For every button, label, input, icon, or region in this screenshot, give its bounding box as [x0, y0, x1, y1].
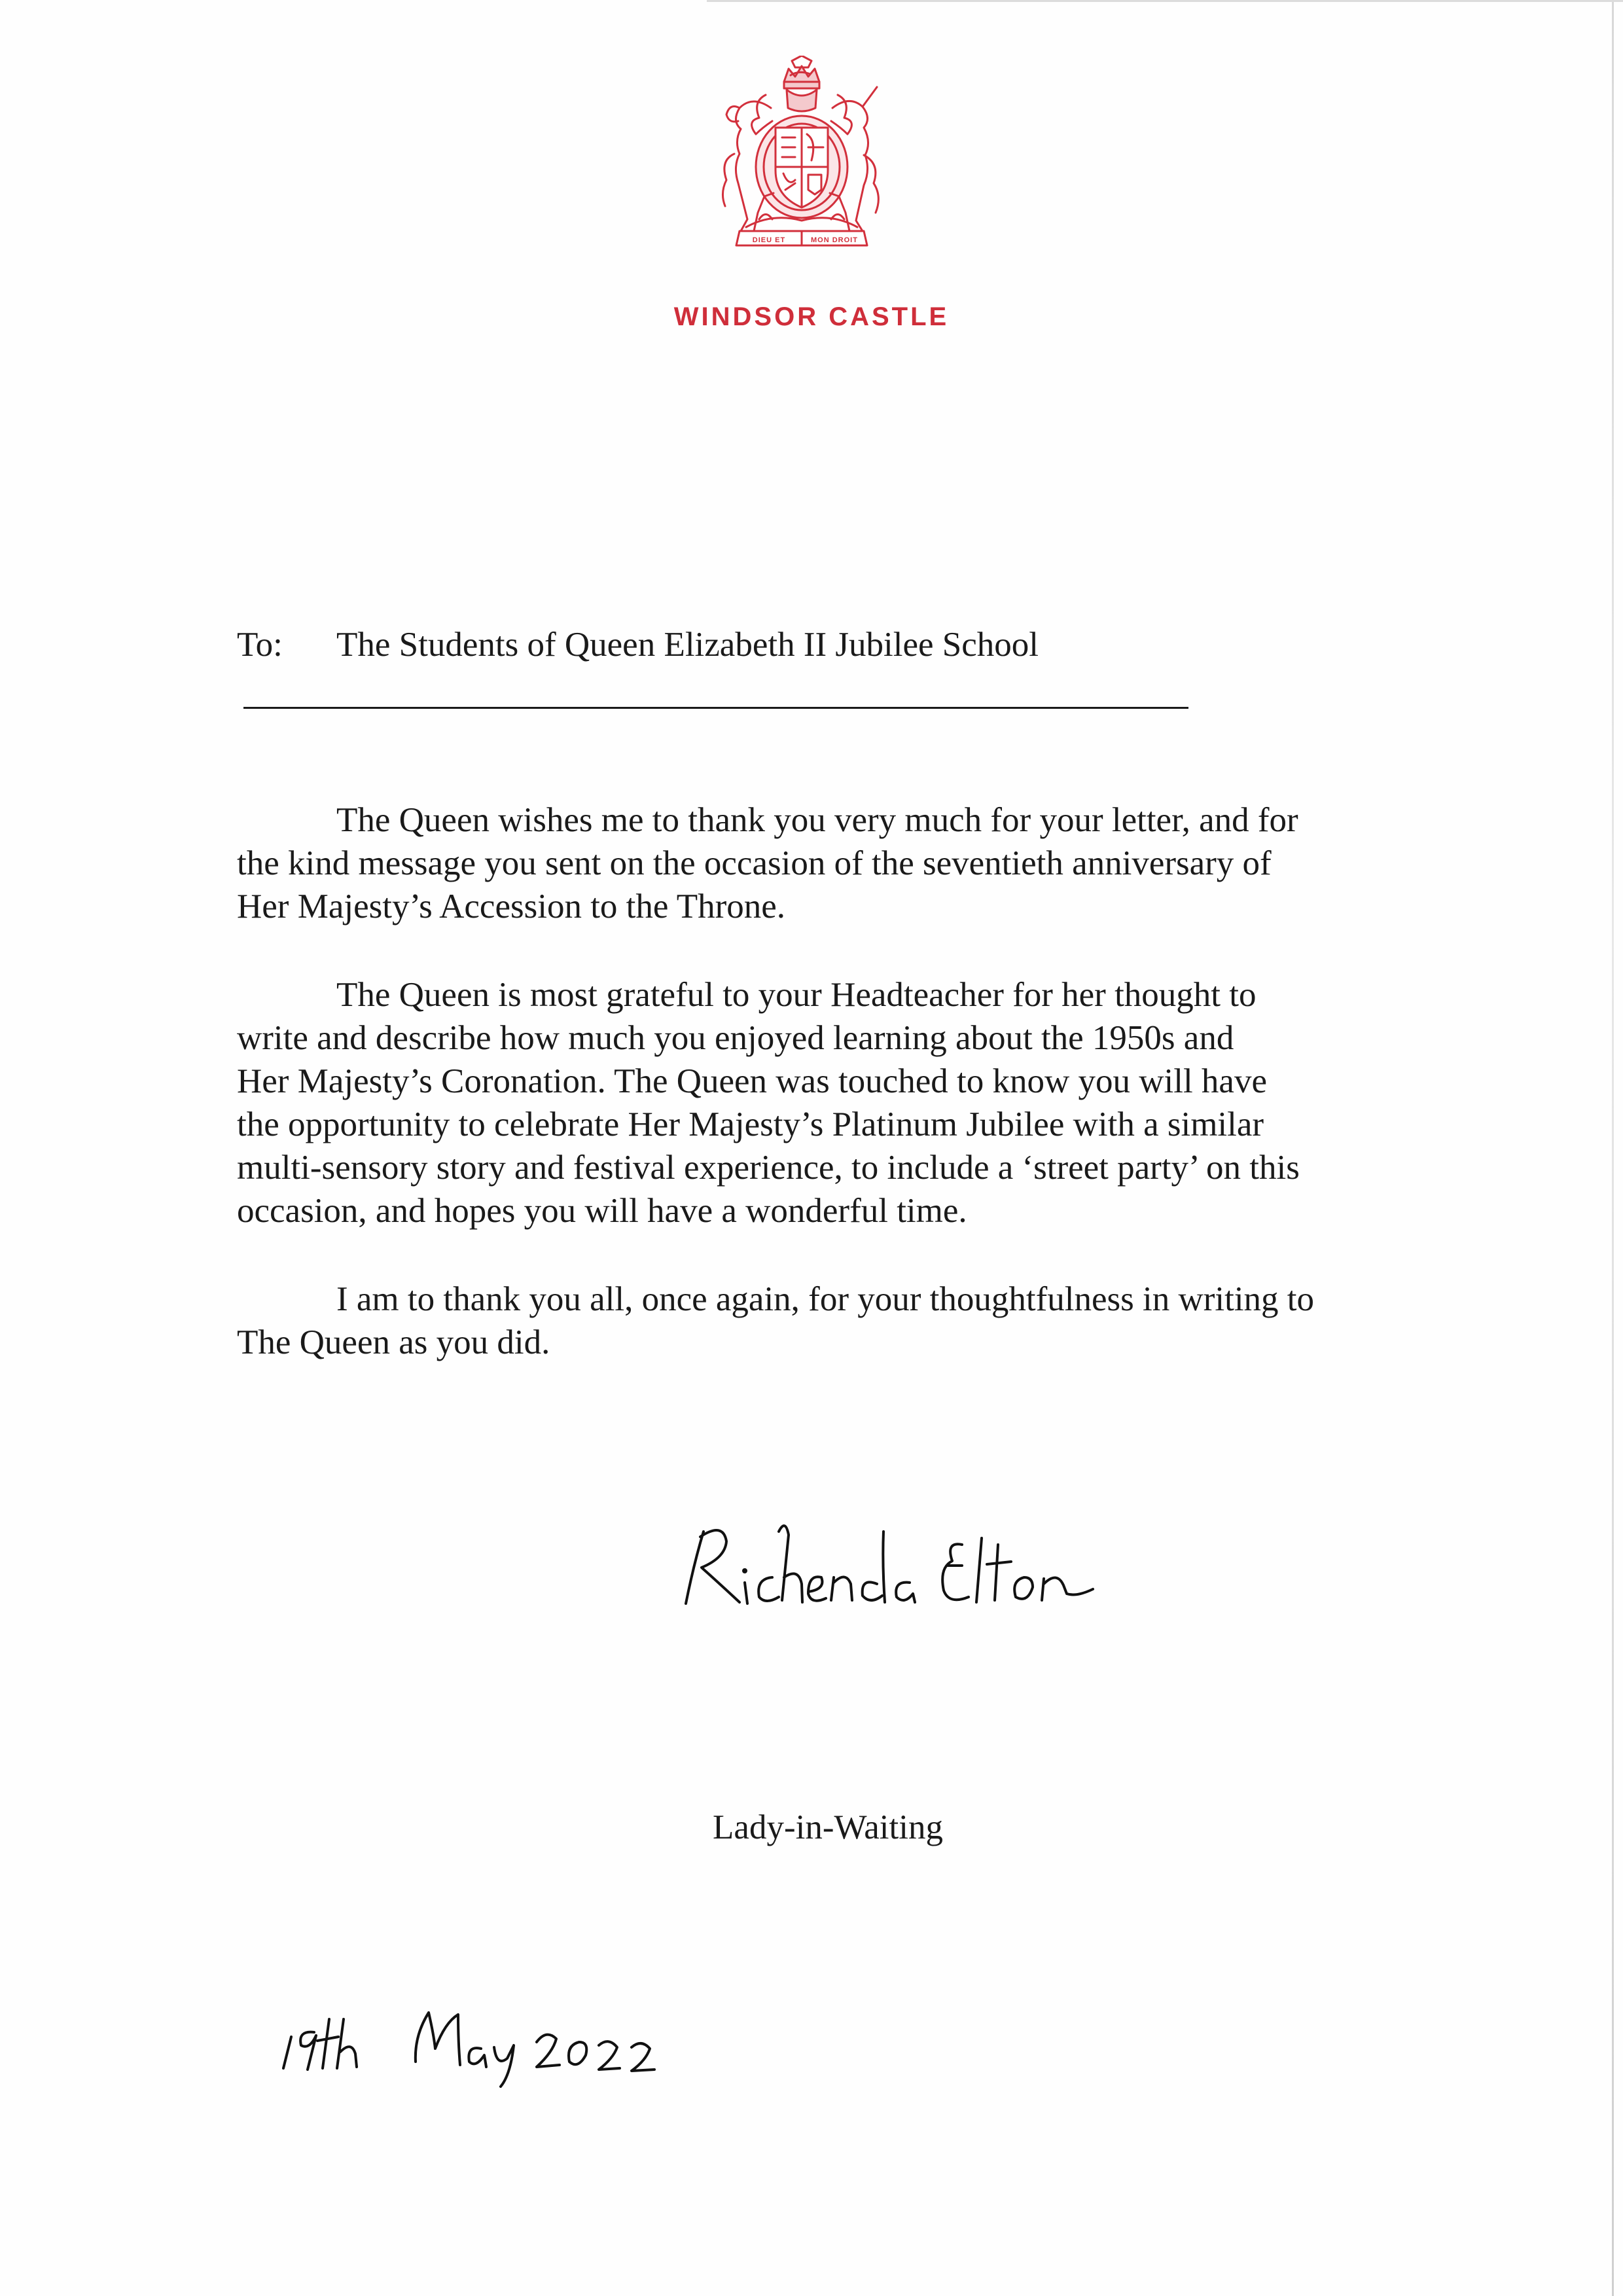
body-line: The Queen is most grateful to your Headteacher for her thought to	[336, 976, 1257, 1014]
body-line: the kind message you sent on the occasion of the seventieth anniversary of	[237, 844, 1272, 882]
letterhead-address: WINDSOR CASTLE	[673, 302, 950, 331]
letter-body	[237, 798, 1435, 1409]
royal-coat-of-arms-icon	[700, 56, 903, 252]
svg-text:DIEU ET: DIEU ET	[752, 236, 786, 244]
recipient-line	[237, 625, 1039, 664]
recipient-label: To:	[237, 626, 283, 664]
body-paragraph	[237, 1278, 1435, 1364]
body-line: multi-sensory story and festival experience, to include a ‘street party’ on this	[237, 1149, 1300, 1187]
body-line: Her Majesty’s Accession to the Throne.	[237, 888, 786, 925]
body-line: write and describe how much you enjoyed learning about the 1950s and	[237, 1019, 1234, 1057]
handwritten-date	[278, 1990, 671, 2088]
body-line: Her Majesty’s Coronation. The Queen was touched to know you will have	[237, 1062, 1267, 1100]
handwritten-signature	[674, 1505, 1119, 1623]
body-paragraph	[237, 798, 1435, 928]
body-line: I am to thank you all, once again, for your thoughtfulness in writing to	[336, 1280, 1315, 1318]
signatory-role: Lady-in-Waiting	[713, 1808, 943, 1846]
body-line: the opportunity to celebrate Her Majesty’s Platinum Jubilee with a similar	[237, 1105, 1264, 1143]
body-line: occasion, and hopes you will have a wonderful time.	[237, 1192, 967, 1230]
body-line: The Queen as you did.	[237, 1323, 550, 1361]
body-line: The Queen wishes me to thank you very much for your letter, and for	[336, 801, 1298, 839]
recipient-underline	[243, 707, 1188, 709]
body-paragraph	[237, 973, 1435, 1232]
svg-text:MON DROIT: MON DROIT	[811, 236, 858, 244]
scan-edge	[1612, 0, 1614, 2296]
recipient-name: The Students of Queen Elizabeth II Jubilee School	[336, 626, 1039, 664]
scan-edge-top	[707, 0, 1623, 2]
